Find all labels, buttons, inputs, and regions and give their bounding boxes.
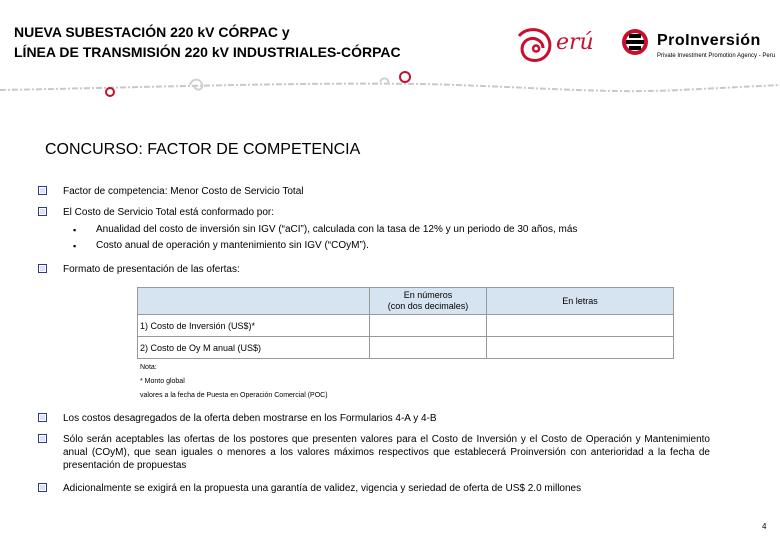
page-number: 4 <box>762 522 767 531</box>
document-title <box>14 22 401 62</box>
checkbox-bullet-icon <box>38 413 47 422</box>
bullet-costo-servicio: El Costo de Servicio Total está conformado por: <box>63 207 275 218</box>
table-cell[interactable] <box>487 315 674 337</box>
bullet-ofertas-aceptables: Sólo serán aceptables las ofertas de los postores que presenten valores para el Costo de Inversión y el Costo de Operación y Mantenimiento anual (COyM), que sean iguales o menores a los valores máximos respectivos que establecerá Proinversión con anterioridad a la fecha de presentación de propuestas <box>63 434 710 471</box>
note-label: Nota: <box>140 364 157 371</box>
checkbox-bullet-icon <box>38 264 47 273</box>
square-bullet-icon: ▪ <box>73 225 77 235</box>
title-line-1: NUEVA SUBESTACIÓN 220 kV CÓRPAC y <box>14 24 290 40</box>
sub-bullet-costo-anual: Costo anual de operación y mantenimiento sin IGV (“COyM”). <box>96 240 369 251</box>
table-row-label: 2) Costo de Oy M anual (US$) <box>138 337 370 359</box>
checkbox-bullet-icon <box>38 483 47 492</box>
table-row <box>138 337 674 359</box>
bullet-factor: Factor de competencia: Menor Costo de Servicio Total <box>63 186 304 197</box>
table-row-label: 1) Costo de Inversión (US$)* <box>138 315 370 337</box>
checkbox-bullet-icon <box>38 186 47 195</box>
table-header-letters: En letras <box>487 288 674 315</box>
checkbox-bullet-icon <box>38 207 47 216</box>
proinversion-tagline: Private Investment Promotion Agency - Peru <box>657 53 776 59</box>
table-row <box>138 315 674 337</box>
table-cell[interactable] <box>370 337 487 359</box>
title-line-2: LÍNEA DE TRANSMISIÓN 220 kV INDUSTRIALES-CÓRPAC <box>14 44 401 60</box>
decorative-dot-icon <box>400 72 410 82</box>
table-cell[interactable] <box>370 315 487 337</box>
proinversion-name: ProInversión <box>657 32 761 49</box>
offer-format-table <box>137 287 674 359</box>
bullet-garantia: Adicionalmente se exigirá en la propuesta una garantía de validez, vigencia y seriedad de oferta de US$ 2.0 millones <box>63 483 582 494</box>
decorative-dot-icon <box>106 88 114 96</box>
peru-logo-text: erú <box>556 30 594 55</box>
square-bullet-icon: ▪ <box>73 241 77 251</box>
section-title: CONCURSO: FACTOR DE COMPETENCIA <box>45 141 361 158</box>
table-header-numbers: En números (con dos decimales) <box>370 288 487 315</box>
bullet-formato: Formato de presentación de las ofertas: <box>63 264 240 275</box>
table-row <box>138 288 674 315</box>
table-cell[interactable] <box>487 337 674 359</box>
checkbox-bullet-icon <box>38 434 47 443</box>
bullet-costos-desagregados: Los costos desagregados de la oferta deben mostrarse en los Formularios 4-A y 4-B <box>63 413 437 424</box>
note-monto: * Monto global <box>140 378 185 385</box>
sub-bullet-anualidad: Anualidad del costo de inversión sin IGV (“aCI”), calculada con la tasa de 12% y un periodo de 30 años, más <box>96 224 578 235</box>
note-valores: valores a la fecha de Puesta en Operación Comercial (POC) <box>140 392 328 399</box>
decorative-wave-line <box>0 60 780 120</box>
